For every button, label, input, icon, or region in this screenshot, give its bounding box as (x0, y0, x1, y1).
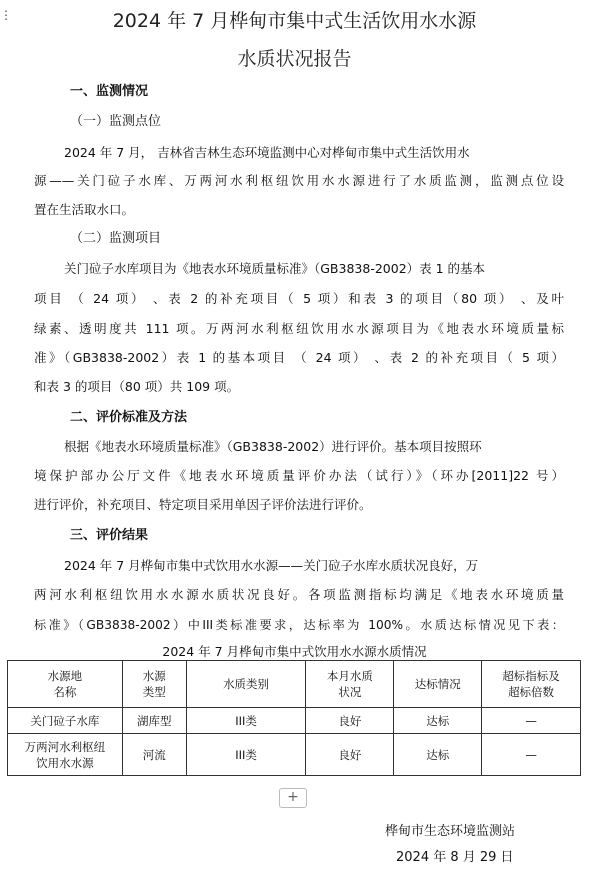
report-title-line2: 水质状况报告 (237, 48, 352, 70)
paragraph-line: 和表 3 的项目（80 项）共 109 项。 (34, 379, 240, 394)
add-row-button[interactable]: + (279, 788, 307, 808)
section1-sub1: （一）监测点位 (70, 114, 162, 129)
paragraph-line: 关门砬子水库项目为《地表水环境质量标准》（GB3838-2002）表 1 的基本 (64, 261, 486, 276)
table-caption: 2024 年 7 月桦甸市集中式饮用水水源水质情况 (162, 644, 427, 659)
table-header-row (8, 661, 581, 708)
report-title-line1: 2024 年 7 月桦甸市集中式生活饮用水水源 (112, 10, 477, 32)
table-cell: 达标 (394, 734, 482, 776)
header-cell: 水源 类型 (122, 661, 186, 708)
table-cell: III类 (186, 708, 306, 734)
paragraph-line: 进行评价，补充项目、特定项目采用单因子评价法进行评价。 (34, 497, 372, 512)
signature-date: 2024 年 8 月 29 日 (396, 850, 514, 865)
paragraph-line: 根据《地表水环境质量标准》（GB3838-2002）进行评价。基本项目按照环 (64, 439, 482, 454)
table-row (8, 734, 581, 776)
header-cell: 超标指标及 超标倍数 (482, 661, 581, 708)
table-cell: 良好 (306, 734, 394, 776)
paragraph-line: 绿素、透明度共 111 项。万两河水利枢纽饮用水水源项目为《地表水环境质量标 (34, 321, 564, 336)
table-cell: 良好 (306, 708, 394, 734)
header-cell: 水源地 名称 (8, 661, 123, 708)
table-cell: 万两河水利枢纽 饮用水水源 (8, 734, 123, 776)
table-cell: — (482, 734, 581, 776)
header-cell: 达标情况 (394, 661, 482, 708)
table-cell: 河流 (122, 734, 186, 776)
section2-heading: 二、评价标准及方法 (70, 410, 188, 425)
paragraph-line: 标准》（GB3838-2002）中III类标准要求，达标率为 100%。水质达标情况见下表： (34, 618, 564, 632)
paragraph-line: 2024 年 7 月桦甸市集中式饮用水水源——关门砬子水库水质状况良好，万 (64, 558, 479, 573)
paragraph-line: 准》（GB3838-2002）表 1 的基本项目 （ 24 项） 、表 2 的补充项目（ 5 项） (34, 350, 564, 365)
table-cell: 达标 (394, 708, 482, 734)
paragraph-line: 2024 年 7 月， 吉林省吉林生态环境监测中心对桦甸市集中式生活饮用水 (64, 145, 470, 160)
paragraph-line: 项目 （ 24 项） 、表 2 的补充项目（ 5 项）和表 3 的项目（80 项） 、及叶 (34, 291, 564, 306)
header-cell: 本月水质 状况 (306, 661, 394, 708)
paragraph-line: 源——关门砬子水库、万两河水利枢纽饮用水水源进行了水质监测，监测点位设 (34, 173, 564, 188)
section1-heading: 一、监测情况 (70, 84, 149, 99)
table-cell: 湖库型 (122, 708, 186, 734)
left-edge-handle: ⋮ (0, 8, 12, 22)
table-cell: — (482, 708, 581, 734)
signature-org: 桦甸市生态环境监测站 (385, 824, 516, 839)
table-cell: 关门砬子水库 (8, 708, 123, 734)
water-quality-table (7, 660, 581, 776)
table-cell: III类 (186, 734, 306, 776)
table-row (8, 708, 581, 734)
paragraph-line: 置在生活取水口。 (34, 202, 135, 217)
paragraph-line: 两河水利枢纽饮用水水源水质状况良好。各项监测指标均满足《地表水环境质量 (34, 587, 564, 602)
header-cell: 水质类别 (186, 661, 306, 708)
paragraph-line: 境保护部办公厅文件《地表水环境质量评价办法（试行）》（环办[2011]22 号） (34, 468, 564, 483)
section3-heading: 三、评价结果 (70, 528, 149, 543)
section1-sub2: （二）监测项目 (70, 231, 162, 246)
